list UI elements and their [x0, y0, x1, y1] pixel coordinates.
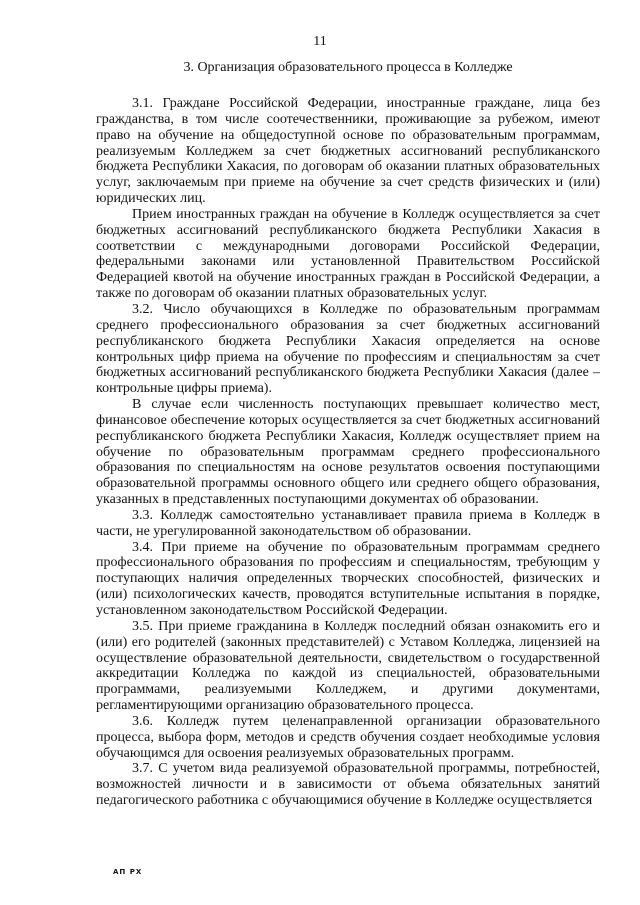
footer-stamp-mark: АП РХ	[113, 868, 143, 876]
paragraph-3-5: 3.5. При приеме гражданина в Колледж последний обязан ознакомить его и (или) его родителей (законных представителей) с Уставом Колледжа, лицензией на осуществление образовательной деятельности, свидетельством о государственной аккредитации Колледжа по каждой из специальностей, образовательными программами, реализуемыми Колледжем, и другими документами, регламентирующими организацию образовательного процесса.	[96, 618, 600, 714]
paragraph-foreign-admission: Прием иностранных граждан на обучение в Колледж осуществляется за счет бюджетных ассигнований республиканского бюджета Республики Хакасия в соответствии с международными договорами Российской Федерации, федеральными законами или установленной Правительством Российской Федерацией квотой на обучение иностранных граждан в Российской Федерации, а также по договорам об оказании платных образовательных услуг.	[96, 206, 600, 302]
section-heading: 3. Организация образовательного процесса в Колледже	[183, 60, 513, 75]
paragraph-3-4: 3.4. При приеме на обучение по образовательным программам среднего профессионального образования по профессиям и специальностям, требующим у поступающих наличия определенных творческих способностей, физических и (или) психологических качеств, проводятся вступительные испытания в порядке, установленном законодательством Российской Федерации.	[96, 539, 600, 618]
paragraph-3-1: 3.1. Граждане Российской Федерации, иностранные граждане, лица без гражданства, в том числе соотечественники, проживающие за рубежом, имеют право на обучение на общедоступной основе по образовательным программам, реализуемым Колледжем за счет бюджетных ассигнований республиканского бюджета Республики Хакасия, по договорам об оказании платных образовательных услуг, заключаемым при приеме на обучение за счет средств физических и (или) юридических лиц.	[96, 96, 600, 207]
paragraph-3-7: 3.7. С учетом вида реализуемой образовательной программы, потребностей, возможностей личности и в зависимости от объема обязательных занятий педагогического работника с обучающимися обучение в Колледже осуществляется	[96, 761, 600, 809]
paragraph-competitive-admission: В случае если численность поступающих превышает количество мест, финансовое обеспечение которых осуществляется за счет бюджетных ассигнований республиканского бюджета Республики Хакасия, Колледж осуществляет прием на обучение по образовательным программам среднего профессионального образования по специальностям на основе результатов освоения поступающими образовательной программы основного общего или среднего общего образования, указанных в представленных поступающими документах об образовании.	[96, 397, 600, 508]
paragraph-3-6: 3.6. Колледж путем целенаправленной организации образовательного процесса, выбора форм, методов и средств обучения создает необходимые условия обучающимся для освоения реализуемых образовательных программ.	[96, 713, 600, 761]
paragraph-3-2: 3.2. Число обучающихся в Колледже по образовательным программам среднего профессионального образования за счет бюджетных ассигнований республиканского бюджета Республики Хакасия определяется на основе контрольных цифр приема на обучение по профессиям и специальностям за счет бюджетных ассигнований республиканского бюджета Республики Хакасия (далее – контрольные цифры приема).	[96, 301, 600, 397]
body-text	[96, 96, 600, 809]
paragraph-3-3: 3.3. Колледж самостоятельно устанавливает правила приема в Колледж в части, не урегулированной законодательством об образовании.	[96, 507, 600, 539]
page-number: 11	[313, 34, 327, 49]
